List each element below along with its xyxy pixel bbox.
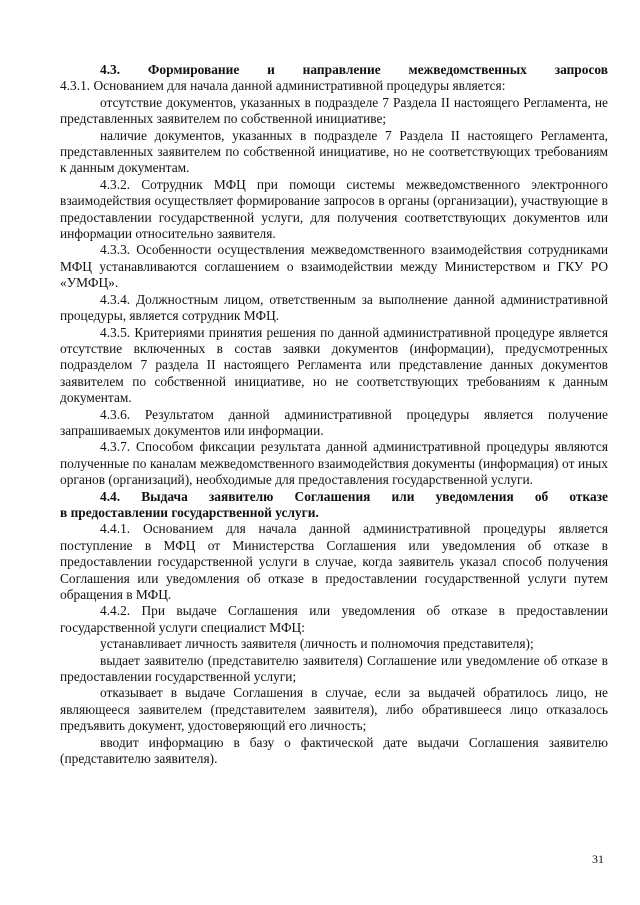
- paragraph-4-4-1: 4.4.1. Основанием для начала данной административной процедуры является поступление в МФЦ от Министерства Соглашения или уведомления об отказе в предоставлении государственной услуги в случае, когда заявитель указал способ получения Соглашения или уведомления об отказе в предоставлении государственной услуги путем обращения в МФЦ.: [60, 521, 608, 602]
- section-heading-4-3: 4.3. Формирование и направление межведомственных запросов: [100, 62, 608, 77]
- document-page: [60, 62, 608, 767]
- paragraph-4-3-2: 4.3.2. Сотрудник МФЦ при помощи системы межведомственного электронного взаимодействия осуществляет формирование запросов в органы (организации), участвующие в предоставлении государственной услуги, для получения соответствующих документов или информации относительно заявителя.: [60, 176, 608, 242]
- paragraph-4-3-1-a: отсутствие документов, указанных в подразделе 7 Раздела II настоящего Регламента, не представленных заявителем по собственной инициативе;: [60, 94, 608, 127]
- paragraph-4-3-7: 4.3.7. Способом фиксации результата данной административной процедуры являются полученные по каналам межведомственного взаимодействия документы (информация) от иных органов (организаций), необходимые для предоставления государственной услуги.: [60, 439, 608, 488]
- paragraph-4-4-2-b: выдает заявителю (представителю заявителя) Соглашение или уведомление об отказе в предоставлении государственной услуги;: [60, 652, 608, 685]
- paragraph-4-3-3: 4.3.3. Особенности осуществления межведомственного взаимодействия сотрудниками МФЦ устанавливаются соглашением о взаимодействии между Министерством и ГКУ РО «УМФЦ».: [60, 242, 608, 291]
- section-heading-4-4: [60, 489, 608, 522]
- paragraph-4-3-5: 4.3.5. Критериями принятия решения по данной административной процедуре является отсутствие включенных в состав заявки документов (информации), предусмотренных подразделом 7 раздела II настоящего Регламента или представление данных документов заявителем по собственной инициативе, но не соответствующих требованиям к данным документам.: [60, 324, 608, 406]
- section-heading-4-4-line1: 4.4. Выдача заявителю Соглашения или уведомления об отказе: [100, 488, 608, 504]
- paragraph-4-4-2-a: устанавливает личность заявителя (личность и полномочия представителя);: [100, 636, 534, 652]
- paragraph-4-3-1-b: наличие документов, указанных в подразделе 7 Раздела II настоящего Регламента, представленных заявителем по собственной инициативе, но не соответствующих требованиям к данным документам.: [60, 127, 608, 176]
- paragraph-4-3-4: 4.3.4. Должностным лицом, ответственным за выполнение данной административной процедуры, является сотрудник МФЦ.: [60, 291, 608, 324]
- paragraph-4-4-2-d: вводит информацию в базу о фактической дате выдачи Соглашения заявителю (представителю заявителя).: [60, 734, 608, 767]
- paragraph-4-3-1: 4.3.1. Основанием для начала данной административной процедуры является:: [60, 78, 506, 94]
- page-number: 31: [592, 852, 604, 866]
- paragraph-4-4-2-c: отказывает в выдаче Соглашения в случае, если за выдачей обратилось лицо, не являющееся заявителем (представителем заявителя), либо обратившееся лицо отказалось предъявить документ, удостоверяющий его личность;: [60, 685, 608, 734]
- section-heading-4-4-line2: в предоставлении государственной услуги.: [60, 504, 319, 520]
- paragraph-4-4-2: 4.4.2. При выдаче Соглашения или уведомления об отказе в предоставлении государственной услуги специалист МФЦ:: [60, 603, 608, 635]
- paragraph-4-3-6: 4.3.6. Результатом данной административной процедуры является получение запрашиваемых документов или информации.: [60, 406, 608, 438]
